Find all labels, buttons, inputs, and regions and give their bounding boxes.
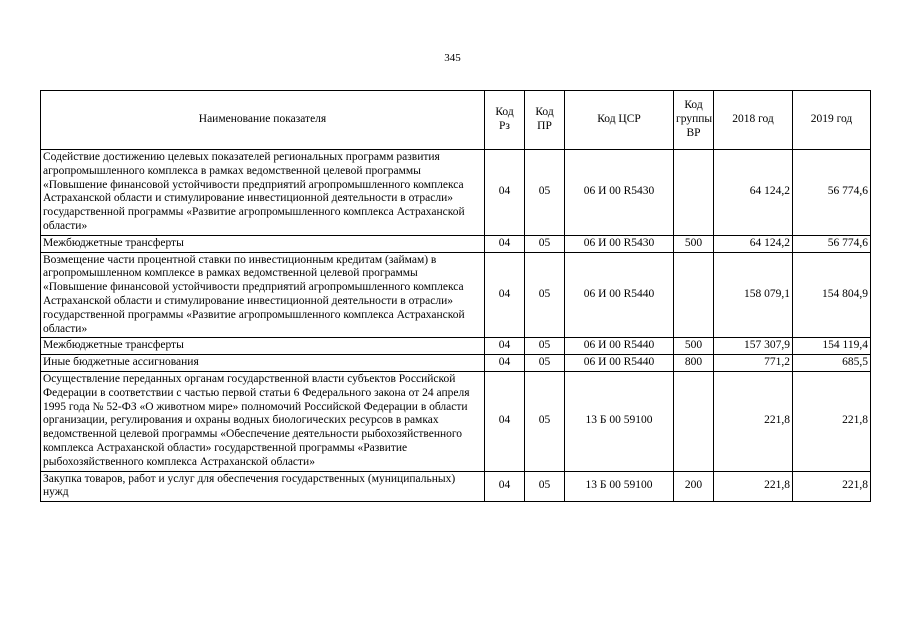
row-2019: 221,8 bbox=[793, 471, 871, 502]
row-rz: 04 bbox=[485, 355, 525, 372]
header-rz: Код Рз bbox=[485, 91, 525, 150]
row-rz: 04 bbox=[485, 371, 525, 471]
row-csr: 06 И 00 R5440 bbox=[565, 252, 674, 338]
row-pr: 05 bbox=[525, 371, 565, 471]
row-name: Межбюджетные трансферты bbox=[41, 338, 485, 355]
row-rz: 04 bbox=[485, 338, 525, 355]
row-2019: 685,5 bbox=[793, 355, 871, 372]
row-pr: 05 bbox=[525, 338, 565, 355]
row-csr: 06 И 00 R5440 bbox=[565, 355, 674, 372]
row-2018: 221,8 bbox=[714, 371, 793, 471]
table-row bbox=[41, 371, 871, 471]
table-row bbox=[41, 355, 871, 372]
row-pr: 05 bbox=[525, 471, 565, 502]
row-2019: 221,8 bbox=[793, 371, 871, 471]
row-pr: 05 bbox=[525, 235, 565, 252]
row-name: Закупка товаров, работ и услуг для обеспечения государственных (муниципальных) нужд bbox=[41, 471, 485, 502]
row-vr bbox=[674, 371, 714, 471]
row-2019: 56 774,6 bbox=[793, 150, 871, 236]
row-name: Межбюджетные трансферты bbox=[41, 235, 485, 252]
header-2019: 2019 год bbox=[793, 91, 871, 150]
row-vr: 200 bbox=[674, 471, 714, 502]
row-rz: 04 bbox=[485, 150, 525, 236]
row-pr: 05 bbox=[525, 355, 565, 372]
row-csr: 13 Б 00 59100 bbox=[565, 371, 674, 471]
row-csr: 13 Б 00 59100 bbox=[565, 471, 674, 502]
table-row bbox=[41, 235, 871, 252]
header-name: Наименование показателя bbox=[41, 91, 485, 150]
row-name: Осуществление переданных органам государственной власти субъектов Российской Федерации в соответствии с частью первой статьи 6 Федерального закона от 24 апреля 1995 года № 52-ФЗ «О животном мире» полномочий Российской Федерации в области организации, регулирования и охраны водных биологических ресурсов в рамках ведомственной целевой программы «Обеспечение деятельности рыбохозяйственного комплекса Астраханской области» государственной программы «Развитие рыбохозяйственного комплекса Астраханской области» bbox=[41, 371, 485, 471]
row-name: Возмещение части процентной ставки по инвестиционным кредитам (займам) в агропромышленном комплексе в рамках ведомственной целевой программы «Повышение финансовой устойчивости предприятий агропромышленного комплекса Астраханской области и стимулирование инвестиционной деятельности в отрасли» государственной программы «Развитие агропромышленного комплекса Астраханской области» bbox=[41, 252, 485, 338]
row-vr bbox=[674, 150, 714, 236]
row-vr: 800 bbox=[674, 355, 714, 372]
row-2018: 158 079,1 bbox=[714, 252, 793, 338]
row-pr: 05 bbox=[525, 150, 565, 236]
row-csr: 06 И 00 R5430 bbox=[565, 235, 674, 252]
row-name: Содействие достижению целевых показателей региональных программ развития агропромышленного комплекса в рамках ведомственной целевой программы «Повышение финансовой устойчивости предприятий агропромышленного комплекса Астраханской области и стимулирование инвестиционной деятельности в отрасли» государственной программы «Развитие агропромышленного комплекса Астраханской области» bbox=[41, 150, 485, 236]
header-2018: 2018 год bbox=[714, 91, 793, 150]
row-vr bbox=[674, 252, 714, 338]
table-row bbox=[41, 150, 871, 236]
budget-table bbox=[40, 90, 871, 502]
table-row bbox=[41, 471, 871, 502]
row-2018: 64 124,2 bbox=[714, 235, 793, 252]
row-name: Иные бюджетные ассигнования bbox=[41, 355, 485, 372]
row-vr: 500 bbox=[674, 338, 714, 355]
row-rz: 04 bbox=[485, 471, 525, 502]
table-row bbox=[41, 252, 871, 338]
page-number: 345 bbox=[444, 52, 461, 64]
row-2019: 56 774,6 bbox=[793, 235, 871, 252]
row-2018: 64 124,2 bbox=[714, 150, 793, 236]
row-2019: 154 119,4 bbox=[793, 338, 871, 355]
row-csr: 06 И 00 R5430 bbox=[565, 150, 674, 236]
header-pr: Код ПР bbox=[525, 91, 565, 150]
row-rz: 04 bbox=[485, 235, 525, 252]
table-row bbox=[41, 338, 871, 355]
row-rz: 04 bbox=[485, 252, 525, 338]
table-header-row bbox=[41, 91, 871, 150]
header-csr: Код ЦСР bbox=[565, 91, 674, 150]
row-2019: 154 804,9 bbox=[793, 252, 871, 338]
row-2018: 221,8 bbox=[714, 471, 793, 502]
row-vr: 500 bbox=[674, 235, 714, 252]
header-vr: Код группы ВР bbox=[674, 91, 714, 150]
row-2018: 157 307,9 bbox=[714, 338, 793, 355]
row-csr: 06 И 00 R5440 bbox=[565, 338, 674, 355]
row-pr: 05 bbox=[525, 252, 565, 338]
row-2018: 771,2 bbox=[714, 355, 793, 372]
